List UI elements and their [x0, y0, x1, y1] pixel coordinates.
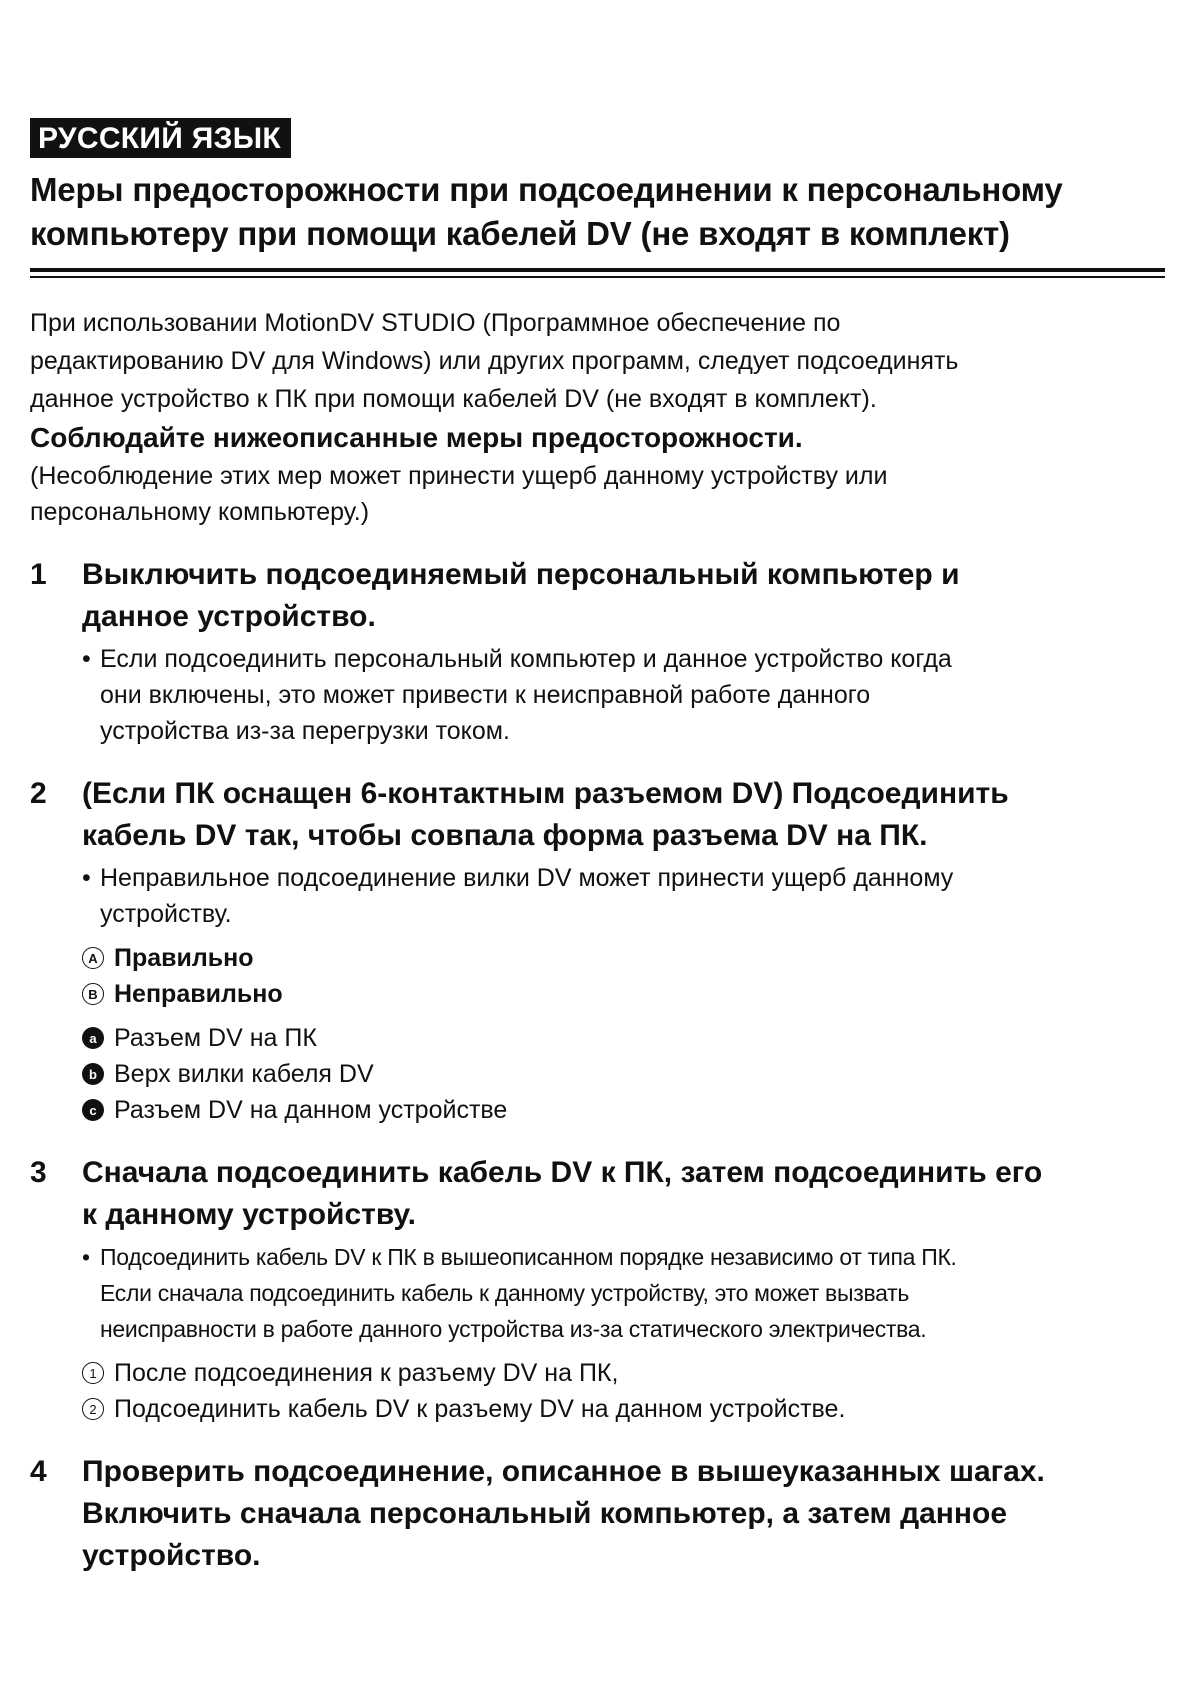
filled-b-icon: b — [82, 1063, 104, 1085]
intro-warning: Соблюдайте нижеописанные меры предосторожности. — [30, 422, 803, 453]
bullet-icon: • — [82, 1244, 90, 1270]
substep-1 — [82, 1355, 1165, 1391]
substeps — [82, 1355, 1165, 1427]
bullet-icon: • — [82, 864, 91, 892]
legend-part-a — [82, 1020, 1165, 1056]
substep-label: Подсоединить кабель DV к разъему DV на данном устройстве. — [114, 1395, 846, 1423]
intro-line: редактированию DV для Windows) или других программ, следует подсоединять — [30, 347, 959, 375]
bullet-line: устройству. — [100, 900, 232, 928]
bullet-icon: • — [82, 645, 91, 673]
legend-label: Верх вилки кабеля DV — [114, 1060, 374, 1088]
substep-2 — [82, 1391, 1165, 1427]
legend-label: Разъем DV на данном устройстве — [114, 1096, 508, 1124]
intro-note-line: персональному компьютеру.) — [30, 498, 370, 526]
step-title-line: кабель DV так, чтобы совпала форма разъема DV на ПК. — [82, 819, 928, 852]
intro-line: данное устройство к ПК при помощи кабелей DV (не входят в комплект). — [30, 385, 877, 413]
step-title-line: данное устройство. — [82, 600, 376, 633]
step-title-line: Сначала подсоединить кабель DV к ПК, затем подсоединить его — [82, 1156, 1043, 1189]
language-tag: РУССКИЙ ЯЗЫК — [30, 118, 291, 158]
step-3 — [30, 1152, 1165, 1427]
step-title-line: к данному устройству. — [82, 1198, 416, 1231]
step-title-line: (Если ПК оснащен 6-контактным разъемом DV) Подсоединить — [82, 777, 1009, 810]
legend-part-c — [82, 1092, 1165, 1128]
step-title-line: Проверить подсоединение, описанное в вышеуказанных шагах. — [82, 1455, 1045, 1488]
legend-label: Разъем DV на ПК — [114, 1024, 317, 1052]
circled-b-icon: B — [82, 983, 104, 1005]
step-bullet — [82, 641, 1165, 749]
step-number: 3 — [30, 1156, 47, 1189]
step-4 — [30, 1451, 1165, 1577]
step-number: 4 — [30, 1455, 47, 1488]
title-rule-thick — [30, 268, 1165, 272]
intro-line: При использовании MotionDV STUDIO (Программное обеспечение по — [30, 309, 841, 337]
legend-incorrect — [82, 976, 1165, 1012]
step-title-line: устройство. — [82, 1539, 261, 1572]
step-bullet — [82, 860, 1165, 932]
substep-label: После подсоединения к разъему DV на ПК, — [114, 1359, 619, 1387]
bullet-line: Неправильное подсоединение вилки DV может принести ущерб данному — [100, 864, 954, 892]
legend-correct — [82, 940, 1165, 976]
step-bullet — [82, 1239, 1165, 1347]
step-2 — [30, 773, 1165, 1128]
bullet-line: неисправности в работе данного устройства из-за статического электричества. — [100, 1316, 927, 1342]
circled-a-icon: A — [82, 947, 104, 969]
page-title — [30, 168, 1165, 256]
title-line: Меры предосторожности при подсоединении к персональному — [30, 171, 1063, 208]
step-title-line: Выключить подсоединяемый персональный компьютер и — [82, 558, 960, 591]
filled-c-icon: c — [82, 1099, 104, 1121]
step-number: 1 — [30, 558, 47, 591]
legend-label: Правильно — [114, 944, 254, 972]
circled-1-icon: 1 — [82, 1362, 104, 1384]
step-1 — [30, 554, 1165, 749]
legend-label: Неправильно — [114, 980, 283, 1008]
bullet-line: Если сначала подсоединить кабель к данному устройству, это может вызвать — [100, 1280, 910, 1306]
circled-2-icon: 2 — [82, 1398, 104, 1420]
step-title-line: Включить сначала персональный компьютер, а затем данное — [82, 1497, 1008, 1530]
intro-paragraph — [30, 304, 1165, 530]
figure-legend-marks — [82, 940, 1165, 1012]
intro-note-line: (Несоблюдение этих мер может принести ущерб данному устройству или — [30, 462, 888, 490]
bullet-line: они включены, это может привести к неисправной работе данного — [100, 681, 871, 709]
document-page — [30, 118, 1165, 1577]
figure-legend-parts — [82, 1020, 1165, 1128]
legend-part-b — [82, 1056, 1165, 1092]
step-number: 2 — [30, 777, 47, 810]
title-rule-thin — [30, 276, 1165, 278]
bullet-line: Если подсоединить персональный компьютер и данное устройство когда — [100, 645, 952, 673]
filled-a-icon: a — [82, 1027, 104, 1049]
bullet-line: Подсоединить кабель DV к ПК в вышеописанном порядке независимо от типа ПК. — [100, 1244, 957, 1270]
bullet-line: устройства из-за перегрузки током. — [100, 717, 510, 745]
title-line: компьютеру при помощи кабелей DV (не входят в комплект) — [30, 215, 1010, 252]
